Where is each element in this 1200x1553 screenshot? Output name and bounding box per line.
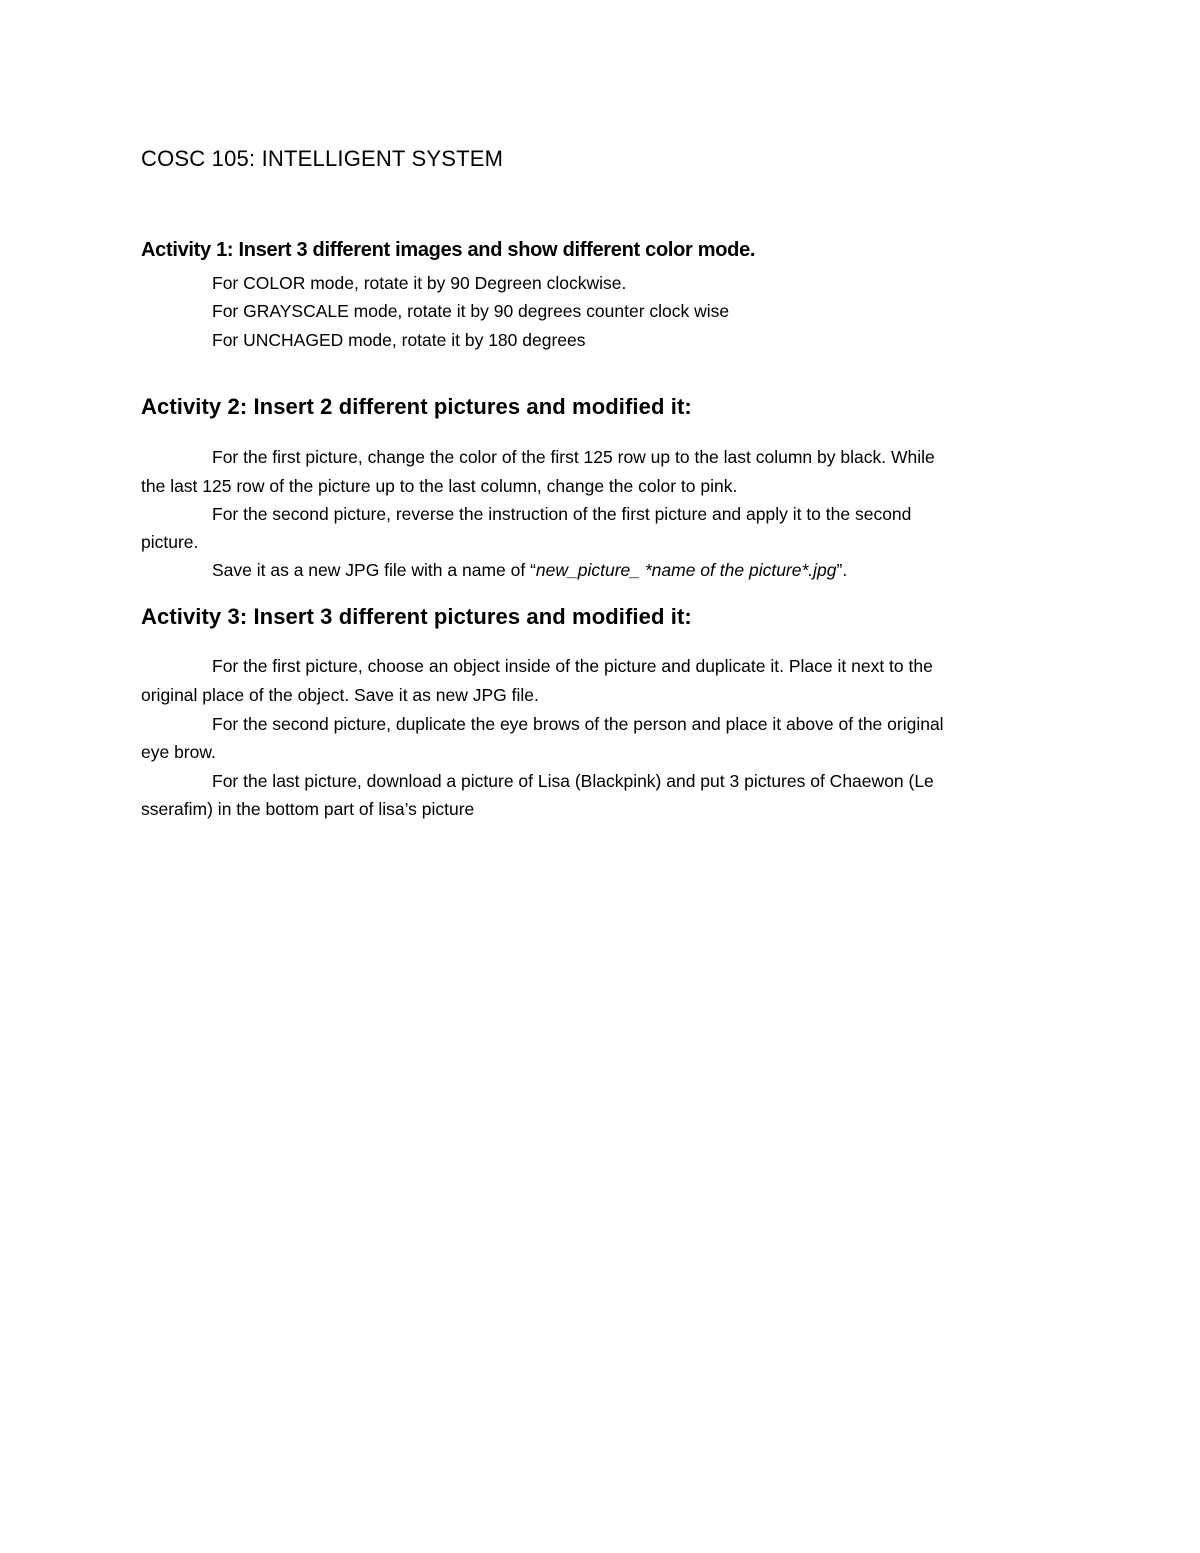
activity-2-heading: Activity 2: Insert 2 different pictures and modified it: — [141, 394, 692, 419]
activity-3-paragraph-3-line-2: sserafim) in the bottom part of lisa’s picture — [141, 799, 475, 819]
activity-2-save-instruction — [212, 559, 847, 581]
activity-2-paragraph-2-line-2: picture. — [141, 532, 199, 552]
activity-1-heading: Activity 1: Insert 3 different images and show different color mode. — [141, 239, 756, 261]
activity-2-paragraph-1-line-2: the last 125 row of the picture up to the last column, change the color to pink. — [141, 476, 738, 496]
save-instruction-prefix: Save it as a new JPG file with a name of “ — [212, 560, 536, 580]
activity-3-heading: Activity 3: Insert 3 different pictures and modified it: — [141, 604, 692, 629]
activity-2-paragraph-1-line-1: For the first picture, change the color of the first 125 row up to the last column by black. While — [212, 447, 935, 467]
activity-3-paragraph-2-line-2: eye brow. — [141, 742, 216, 762]
activity-3-paragraph-1-line-2: original place of the object. Save it as new JPG file. — [141, 685, 539, 705]
save-instruction-suffix: ”. — [836, 560, 848, 580]
activity-1-line-unchanged: For UNCHAGED mode, rotate it by 180 degrees — [212, 330, 586, 350]
document-title: COSC 105: INTELLIGENT SYSTEM — [141, 146, 504, 171]
activity-1-line-color: For COLOR mode, rotate it by 90 Degreen clockwise. — [212, 273, 627, 293]
activity-3-paragraph-3-line-1: For the last picture, download a picture of Lisa (Blackpink) and put 3 pictures of Chaewon (Le — [212, 771, 934, 791]
activity-2-paragraph-2-line-1: For the second picture, reverse the instruction of the first picture and apply it to the second — [212, 504, 912, 524]
activity-3-paragraph-1-line-1: For the first picture, choose an object inside of the picture and duplicate it. Place it next to the — [212, 656, 933, 676]
activity-1-line-grayscale: For GRAYSCALE mode, rotate it by 90 degrees counter clock wise — [212, 301, 730, 321]
save-instruction-filename: new_picture_ *name of the picture*.jpg — [535, 560, 837, 580]
activity-3-paragraph-2-line-1: For the second picture, duplicate the eye brows of the person and place it above of the original — [212, 714, 944, 734]
